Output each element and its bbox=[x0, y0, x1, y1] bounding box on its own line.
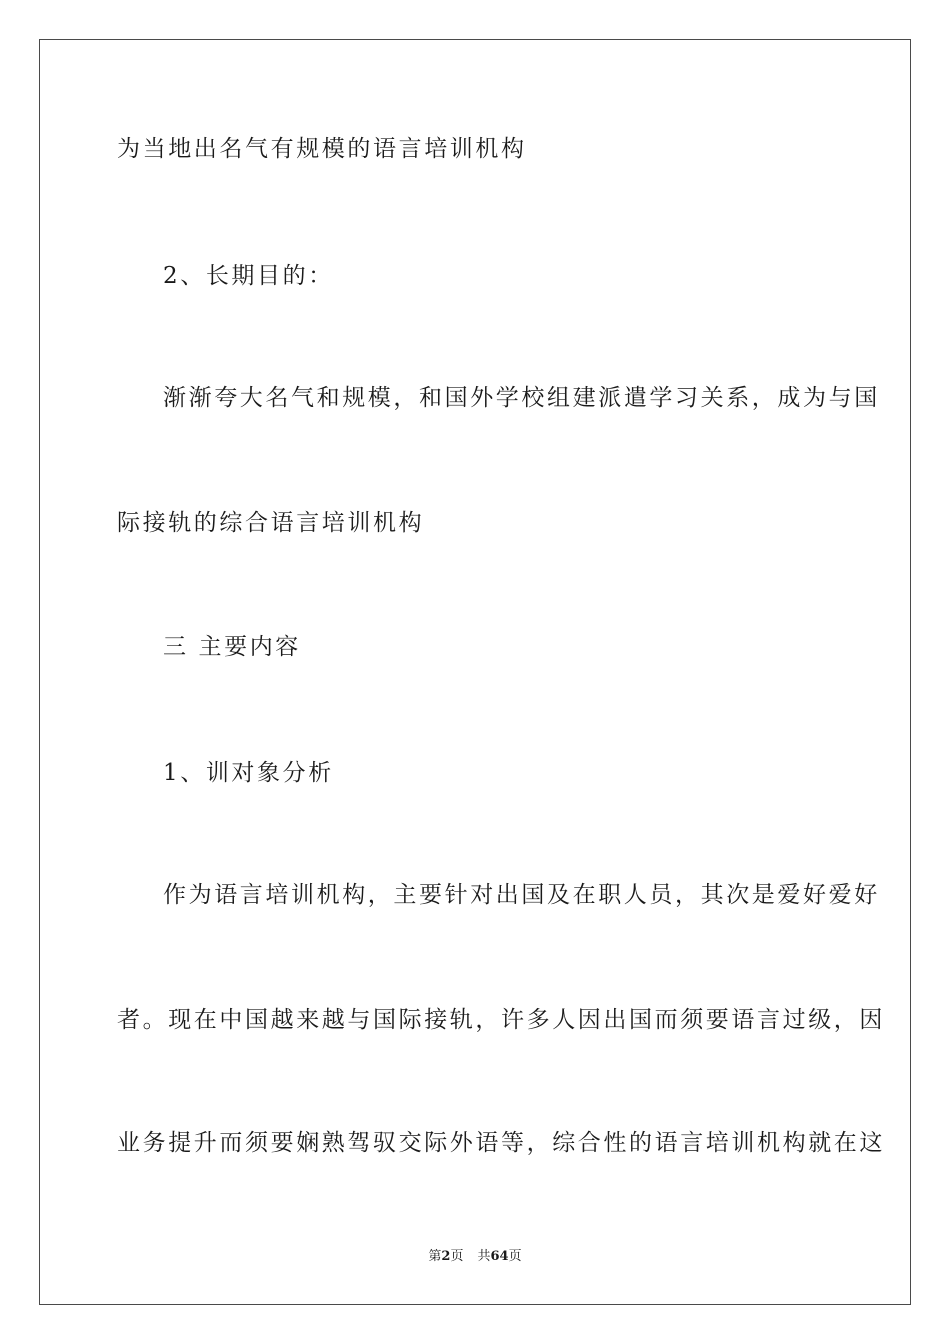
footer-page-prefix: 第 bbox=[428, 1249, 442, 1264]
heading-long-term-goal: 2、长期目的： bbox=[163, 263, 334, 289]
heading-target-analysis: 1、训对象分析 bbox=[163, 760, 334, 786]
footer-total-suffix: 页 bbox=[508, 1249, 522, 1264]
paragraph-line-5: 者。现在中国越来越与国际接轨，许多人因出国而须要语言过级，因 bbox=[117, 1007, 885, 1033]
paragraph-line-1: 为当地出名气有规模的语言培训机构 bbox=[117, 136, 527, 162]
footer-total-prefix: 共 bbox=[477, 1249, 491, 1264]
paragraph-line-2: 渐渐夸大名气和规模，和国外学校组建派遣学习关系，成为与国 bbox=[163, 385, 880, 411]
footer-page-number: 2 bbox=[441, 1249, 451, 1264]
heading-main-content: 三 主要内容 bbox=[163, 634, 301, 660]
footer-page-suffix: 页 bbox=[450, 1249, 464, 1264]
paragraph-line-4: 作为语言培训机构，主要针对出国及在职人员，其次是爱好爱好 bbox=[163, 882, 880, 908]
paragraph-line-6: 业务提升而须要娴熟驾驭交际外语等，综合性的语言培训机构就在这 bbox=[117, 1130, 885, 1156]
page-footer bbox=[0, 1248, 950, 1266]
paragraph-line-3: 际接轨的综合语言培训机构 bbox=[117, 510, 425, 536]
page-border bbox=[39, 39, 911, 1305]
footer-total-pages: 64 bbox=[490, 1249, 509, 1264]
